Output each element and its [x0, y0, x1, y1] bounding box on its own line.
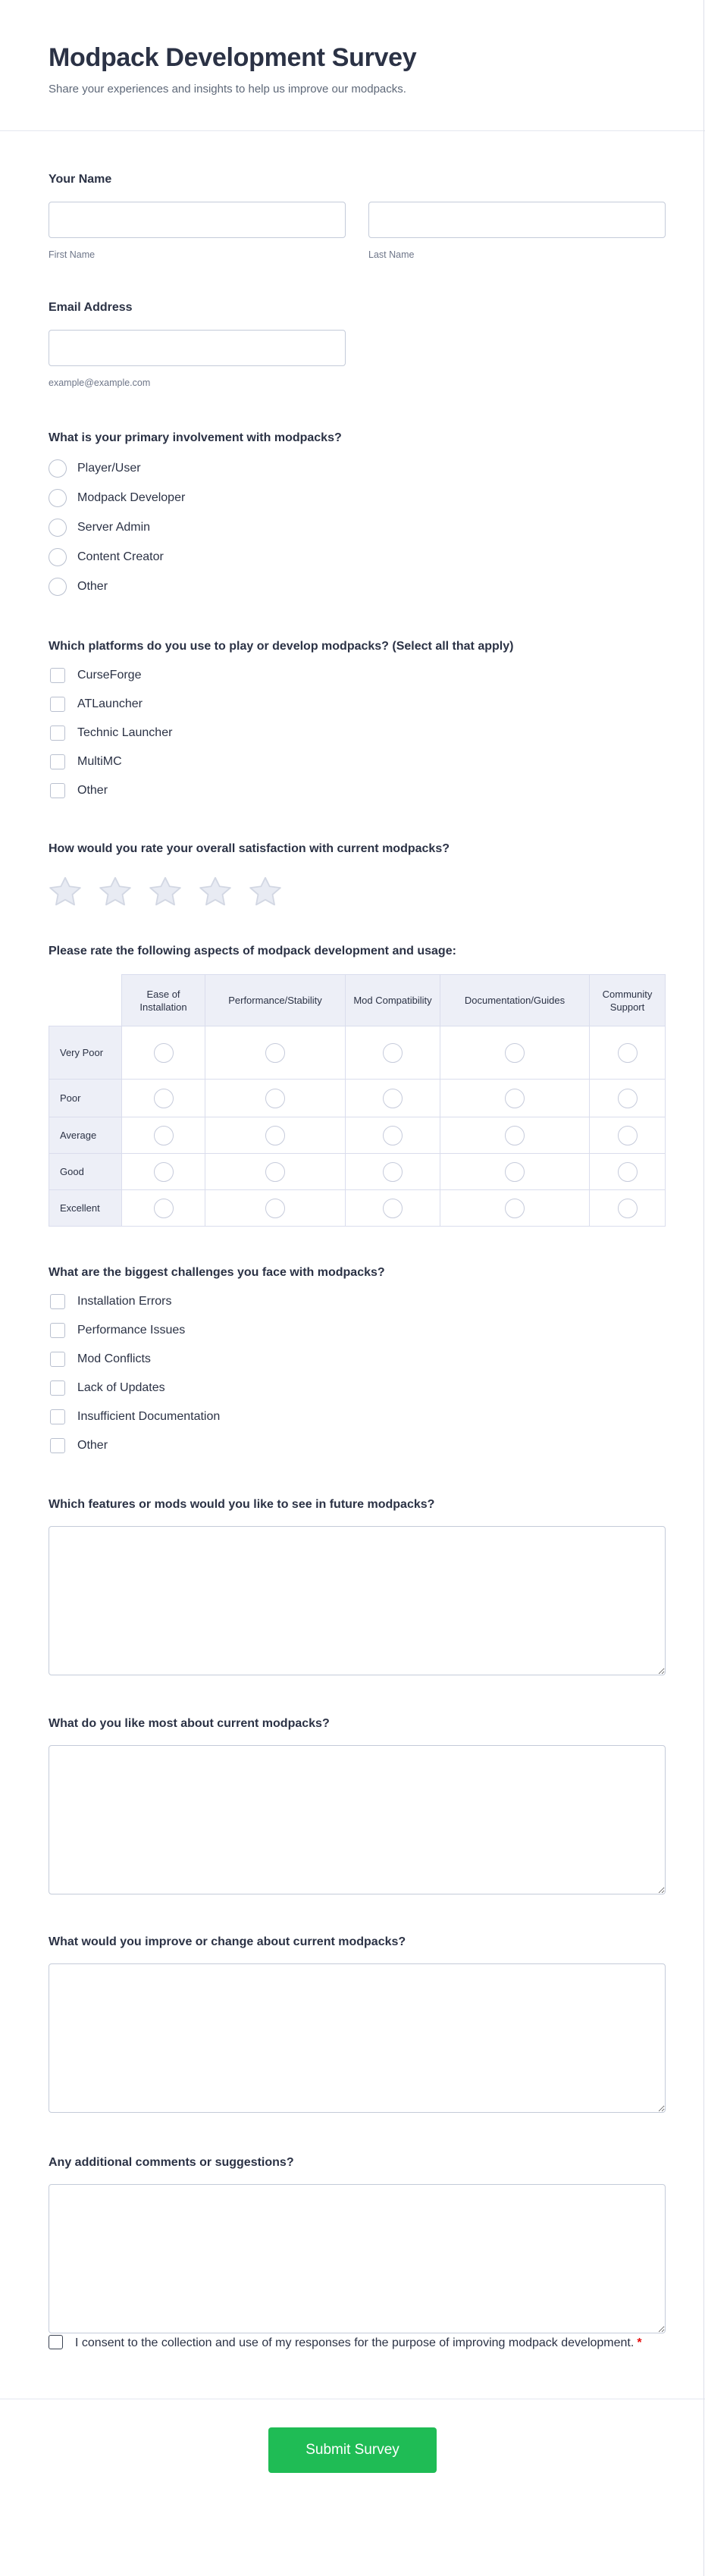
checkbox-icon[interactable] [50, 668, 65, 683]
checkbox-icon[interactable] [50, 1409, 65, 1424]
involvement-option-player-user[interactable] [49, 459, 666, 478]
matrix-table [49, 974, 666, 1227]
improve-textarea[interactable] [49, 1963, 666, 2113]
platforms-options [49, 668, 666, 798]
features-textarea[interactable] [49, 1526, 666, 1675]
option-label: Other [77, 1439, 108, 1452]
last-name-sublabel: Last Name [368, 249, 415, 260]
matrix-radio-icon[interactable] [154, 1162, 174, 1182]
radio-icon[interactable] [49, 459, 67, 478]
challenge-option-other[interactable] [49, 1438, 666, 1453]
matrix-column-header: Community Support [590, 975, 666, 1026]
option-label: CurseForge [77, 669, 142, 682]
option-label: MultiMC [77, 755, 122, 768]
option-label: Insufficient Documentation [77, 1410, 221, 1423]
platforms-question [49, 639, 666, 798]
challenges-options [49, 1294, 666, 1453]
platform-option-other[interactable] [49, 783, 666, 798]
matrix-radio-icon[interactable] [383, 1199, 403, 1218]
checkbox-icon[interactable] [50, 725, 65, 741]
matrix-radio-icon[interactable] [383, 1043, 403, 1063]
matrix-radio-icon[interactable] [154, 1199, 174, 1218]
radio-icon[interactable] [49, 578, 67, 596]
improve-question [49, 1935, 666, 2113]
radio-icon[interactable] [49, 489, 67, 507]
like-most-label: What do you like most about current modpacks? [49, 1717, 330, 1730]
matrix-cell[interactable] [346, 1154, 440, 1190]
star-rating [49, 876, 666, 908]
page-title: Modpack Development Survey [49, 43, 417, 72]
matrix-cell[interactable] [205, 1026, 346, 1080]
star-icon[interactable] [49, 876, 82, 908]
features-label: Which features or mods would you like to see in future modpacks? [49, 1498, 435, 1511]
comments-question [49, 2155, 666, 2333]
involvement-option-modpack-developer[interactable] [49, 489, 666, 507]
matrix-radio-icon[interactable] [383, 1162, 403, 1182]
email-question [49, 300, 666, 389]
involvement-question [49, 431, 666, 596]
matrix-row-header: Very Poor [49, 1026, 122, 1080]
matrix-cell[interactable] [205, 1154, 346, 1190]
involvement-label: What is your primary involvement with modpacks? [49, 431, 342, 444]
matrix-cell[interactable] [590, 1190, 666, 1227]
involvement-option-content-creator[interactable] [49, 548, 666, 566]
star-icon[interactable] [99, 876, 132, 908]
submit-button[interactable]: Submit Survey [268, 2427, 437, 2473]
matrix-cell[interactable] [346, 1080, 440, 1117]
matrix-cell[interactable] [440, 1190, 590, 1227]
checkbox-icon[interactable] [50, 1352, 65, 1367]
matrix-cell[interactable] [205, 1117, 346, 1154]
challenges-label: What are the biggest challenges you face with modpacks? [49, 1266, 385, 1279]
matrix-cell[interactable] [590, 1117, 666, 1154]
challenge-option-insufficient-documentation[interactable] [49, 1409, 666, 1424]
consent-text: I consent to the collection and use of my responses for the purpose of improving modpack development. [75, 2336, 634, 2349]
email-sublabel: example@example.com [49, 378, 151, 388]
matrix-cell[interactable] [122, 1080, 205, 1117]
option-label: Other [77, 784, 108, 797]
matrix-radio-icon[interactable] [505, 1199, 525, 1218]
star-icon[interactable] [249, 876, 282, 908]
matrix-radio-icon[interactable] [505, 1162, 525, 1182]
challenge-option-mod-conflicts[interactable] [49, 1352, 666, 1367]
option-label: Other [77, 580, 108, 593]
platform-option-technic-launcher[interactable] [49, 725, 666, 741]
page-subtitle: Share your experiences and insights to help us improve our modpacks. [49, 83, 406, 96]
matrix-cell[interactable] [346, 1026, 440, 1080]
matrix-radio-icon[interactable] [265, 1089, 285, 1108]
matrix-cell[interactable] [122, 1026, 205, 1080]
option-label: Technic Launcher [77, 726, 173, 739]
matrix-column-header: Mod Compatibility [346, 975, 440, 1026]
submit-area [0, 2427, 705, 2508]
matrix-cell[interactable] [346, 1117, 440, 1154]
matrix-radio-icon[interactable] [618, 1199, 638, 1218]
features-question [49, 1497, 666, 1675]
matrix-radio-icon[interactable] [505, 1126, 525, 1145]
checkbox-icon[interactable] [50, 697, 65, 712]
matrix-cell[interactable] [440, 1117, 590, 1154]
matrix-radio-icon[interactable] [154, 1043, 174, 1063]
matrix-radio-icon[interactable] [618, 1126, 638, 1145]
last-name-input[interactable] [368, 202, 666, 238]
challenge-option-lack-of-updates[interactable] [49, 1380, 666, 1396]
email-input[interactable] [49, 330, 346, 366]
platforms-label: Which platforms do you use to play or develop modpacks? (Select all that apply) [49, 640, 514, 653]
matrix-cell[interactable] [440, 1026, 590, 1080]
platform-option-atlauncher[interactable] [49, 697, 666, 712]
matrix-radio-icon[interactable] [618, 1043, 638, 1063]
option-label: Mod Conflicts [77, 1352, 151, 1365]
email-label: Email Address [49, 301, 133, 314]
star-icon[interactable] [199, 876, 232, 908]
matrix-column-header: Performance/Stability [205, 975, 346, 1026]
option-label: Player/User [77, 462, 141, 475]
matrix-row-header: Average [49, 1117, 122, 1154]
matrix-row-header: Good [49, 1154, 122, 1190]
platform-option-multimc[interactable] [49, 754, 666, 769]
star-icon[interactable] [149, 876, 182, 908]
challenges-question [49, 1265, 666, 1453]
matrix-column-header: Ease of Installation [122, 975, 205, 1026]
consent-field[interactable] [49, 2336, 642, 2349]
matrix-row-header: Excellent [49, 1190, 122, 1227]
matrix-cell[interactable] [122, 1117, 205, 1154]
matrix-radio-icon[interactable] [265, 1162, 285, 1182]
challenge-option-installation-errors[interactable] [49, 1294, 666, 1309]
matrix-radio-icon[interactable] [618, 1089, 638, 1108]
matrix-cell[interactable] [205, 1080, 346, 1117]
checkbox-icon[interactable] [50, 783, 65, 798]
checkbox-icon[interactable] [50, 754, 65, 769]
matrix-cell[interactable] [122, 1190, 205, 1227]
matrix-radio-icon[interactable] [265, 1043, 285, 1063]
matrix-column-header: Documentation/Guides [440, 975, 590, 1026]
matrix-label: Please rate the following aspects of modpack development and usage: [49, 945, 456, 957]
matrix-corner-cell [49, 975, 122, 1026]
card-right-border [703, 0, 704, 2576]
checkbox-icon[interactable] [50, 1294, 65, 1309]
option-label: Performance Issues [77, 1324, 186, 1337]
matrix-question [49, 944, 666, 1227]
form-header [0, 0, 705, 97]
name-question [49, 172, 666, 261]
radio-icon[interactable] [49, 548, 67, 566]
matrix-radio-icon[interactable] [505, 1043, 525, 1063]
platform-option-curseforge[interactable] [49, 668, 666, 683]
option-label: Installation Errors [77, 1295, 172, 1308]
like-most-question [49, 1716, 666, 1894]
matrix-radio-icon[interactable] [383, 1126, 403, 1145]
matrix-cell[interactable] [590, 1026, 666, 1080]
matrix-cell[interactable] [590, 1154, 666, 1190]
checkbox-icon[interactable] [50, 1438, 65, 1453]
option-label: Content Creator [77, 550, 164, 563]
consent-checkbox[interactable] [49, 2335, 63, 2349]
name-label: Your Name [49, 173, 112, 186]
matrix-cell[interactable] [590, 1080, 666, 1117]
involvement-option-other[interactable] [49, 578, 666, 596]
checkbox-icon[interactable] [50, 1380, 65, 1396]
matrix-radio-icon[interactable] [154, 1089, 174, 1108]
matrix-radio-icon[interactable] [265, 1126, 285, 1145]
satisfaction-label: How would you rate your overall satisfaction with current modpacks? [49, 842, 450, 855]
required-asterisk: * [637, 2336, 642, 2349]
matrix-cell[interactable] [440, 1154, 590, 1190]
matrix-radio-icon[interactable] [154, 1126, 174, 1145]
header-divider [0, 130, 705, 131]
involvement-options [49, 459, 666, 596]
option-label: Modpack Developer [77, 491, 186, 504]
matrix-cell[interactable] [205, 1190, 346, 1227]
matrix-cell[interactable] [122, 1154, 205, 1190]
option-label: Server Admin [77, 521, 151, 534]
challenge-option-performance-issues[interactable] [49, 1323, 666, 1338]
improve-label: What would you improve or change about current modpacks? [49, 1935, 406, 1948]
option-label: Lack of Updates [77, 1381, 165, 1394]
radio-icon[interactable] [49, 519, 67, 537]
matrix-radio-icon[interactable] [383, 1089, 403, 1108]
comments-label: Any additional comments or suggestions? [49, 2156, 294, 2169]
matrix-radio-icon[interactable] [505, 1089, 525, 1108]
checkbox-icon[interactable] [50, 1323, 65, 1338]
matrix-cell[interactable] [440, 1080, 590, 1117]
matrix-radio-icon[interactable] [618, 1162, 638, 1182]
matrix-radio-icon[interactable] [265, 1199, 285, 1218]
satisfaction-question [49, 841, 666, 908]
involvement-option-server-admin[interactable] [49, 519, 666, 537]
matrix-row-header: Poor [49, 1080, 122, 1117]
comments-textarea[interactable] [49, 2184, 666, 2333]
matrix-cell[interactable] [346, 1190, 440, 1227]
like-most-textarea[interactable] [49, 1745, 666, 1894]
option-label: ATLauncher [77, 697, 143, 710]
first-name-input[interactable] [49, 202, 346, 238]
first-name-sublabel: First Name [49, 249, 96, 260]
